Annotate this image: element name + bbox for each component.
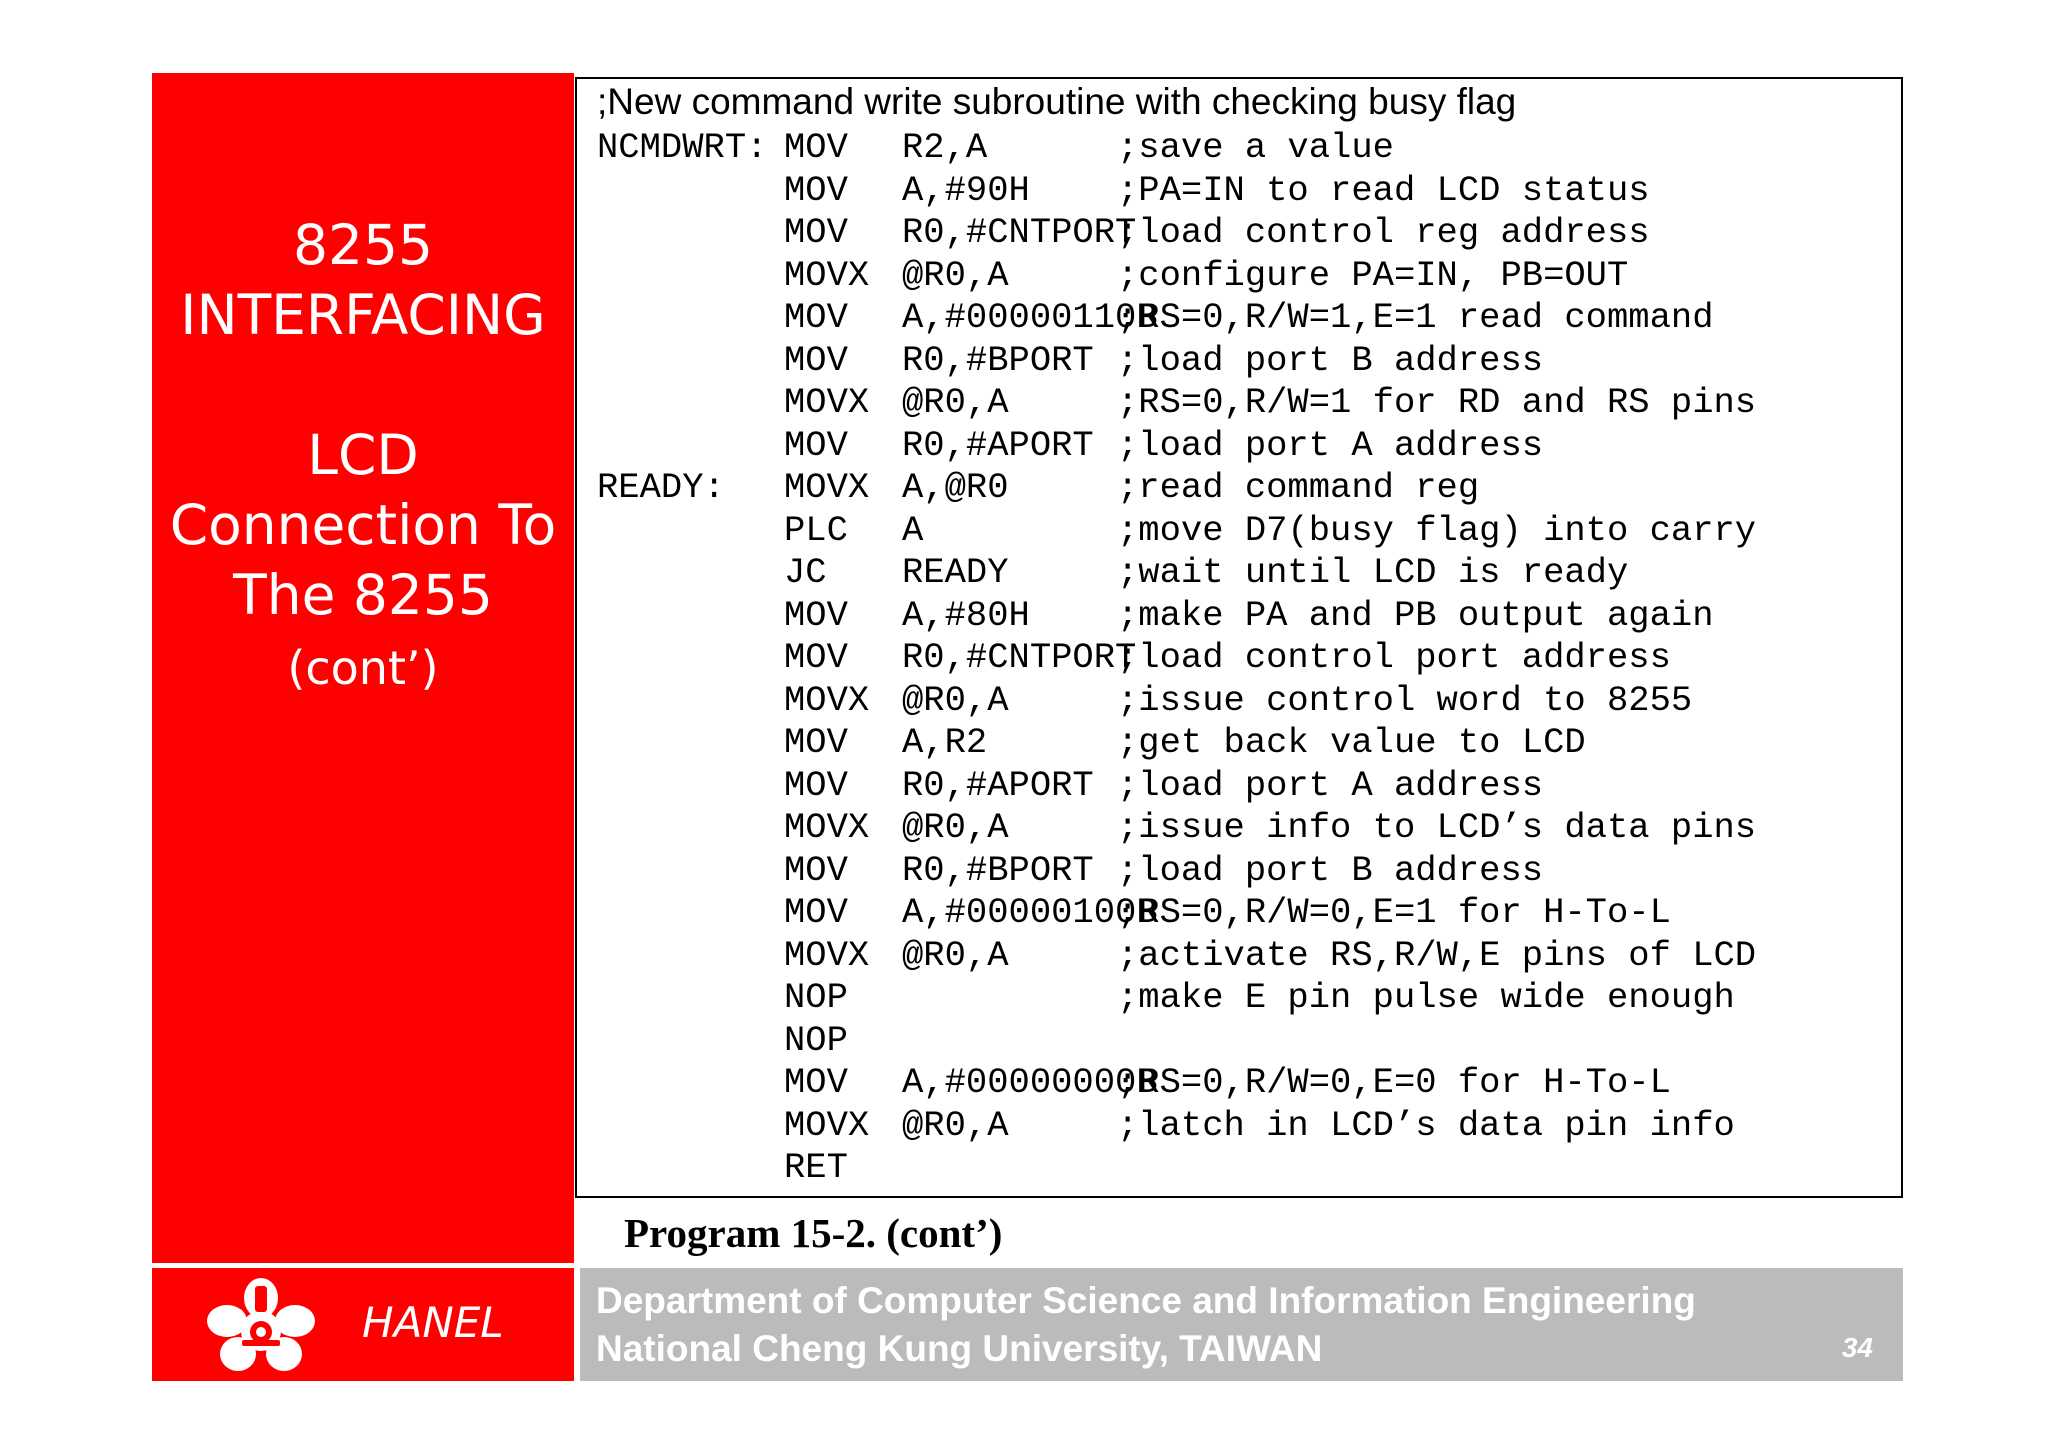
code-comment: ;RS=0,R/W=0,E=0 for H-To-L: [1117, 1062, 1671, 1103]
code-comment: ;move D7(busy flag) into carry: [1117, 509, 1757, 551]
code-comment: ;RS=0,R/W=1,E=1 read command: [1117, 297, 1714, 338]
code-operand: A,#00000100B: [902, 892, 1158, 933]
code-comment: ;load port B address: [1117, 339, 1544, 381]
section-title: [152, 210, 574, 703]
footer-university: National Cheng Kung University, TAIWAN: [596, 1328, 1323, 1369]
code-operand: @R0,A: [902, 254, 1009, 296]
code-operand: R0,#CNTPORT: [902, 212, 1137, 253]
university-emblem-icon: [202, 1276, 320, 1376]
code-opcode: MOVX: [784, 934, 870, 976]
code-opcode: RET: [784, 1147, 848, 1188]
code-opcode: PLC: [784, 509, 848, 551]
code-comment: ;activate RS,R/W,E pins of LCD: [1117, 934, 1757, 976]
code-comment: ;configure PA=IN, PB=OUT: [1117, 254, 1629, 296]
code-comment: ;read command reg: [1117, 467, 1480, 508]
code-operand: R2,A: [902, 127, 988, 168]
code-operand: @R0,A: [902, 807, 1009, 848]
code-comment: ;wait until LCD is ready: [1117, 552, 1629, 593]
code-opcode: JC: [784, 552, 827, 593]
code-opcode: MOV: [784, 637, 848, 678]
code-operand: @R0,A: [902, 679, 1009, 721]
code-operand: @R0,A: [902, 382, 1009, 423]
code-opcode: MOVX: [784, 467, 870, 508]
code-opcode: MOVX: [784, 1104, 870, 1146]
code-operand: @R0,A: [902, 1104, 1009, 1146]
title-line-5: [152, 560, 574, 703]
code-opcode: MOV: [784, 424, 848, 466]
code-comment: ;issue info to LCD’s data pins: [1117, 807, 1757, 848]
title-line-5-main: The 8255: [233, 563, 493, 627]
title-line-2: INTERFACING: [180, 283, 546, 347]
code-operand: @R0,A: [902, 934, 1009, 976]
title-line-4: Connection To: [169, 493, 557, 557]
logo-area: [152, 1268, 574, 1381]
code-comment: ;load control port address: [1117, 637, 1671, 678]
code-opcode: MOV: [784, 127, 848, 168]
code-opcode: MOV: [784, 212, 848, 253]
code-opcode: MOV: [784, 594, 848, 636]
code-comment: ;load port A address: [1117, 764, 1544, 806]
footer-department: Department of Computer Science and Information Engineering: [596, 1280, 1696, 1321]
code-comment: ;latch in LCD’s data pin info: [1117, 1104, 1735, 1146]
footer-bar: [580, 1268, 1903, 1381]
code-operand: A,#80H: [902, 594, 1030, 636]
code-operand: READY: [902, 552, 1009, 593]
code-operand: R0,#BPORT: [902, 339, 1094, 381]
code-opcode: MOV: [784, 849, 848, 891]
code-comment: ;load control reg address: [1117, 212, 1650, 253]
code-opcode: NOP: [784, 1019, 848, 1061]
code-listing: [575, 77, 1903, 1198]
title-line-5-small: (cont’): [287, 641, 439, 695]
code-operand: A,#00000000B: [902, 1062, 1158, 1103]
code-opcode: MOV: [784, 169, 848, 211]
program-caption: Program 15-2. (cont’): [590, 1198, 1060, 1268]
code-comment: ;load port A address: [1117, 424, 1544, 466]
code-operand: A: [902, 509, 924, 551]
code-comment: ;make E pin pulse wide enough: [1117, 977, 1735, 1018]
code-opcode: MOV: [784, 297, 848, 338]
code-opcode: MOVX: [784, 254, 870, 296]
code-operand: A,#00000110B: [902, 297, 1158, 338]
page-number: 34: [1841, 1332, 1873, 1363]
title-line-1: 8255: [293, 213, 433, 277]
code-comment: ;PA=IN to read LCD status: [1117, 169, 1650, 211]
code-operand: R0,#APORT: [902, 764, 1094, 806]
code-opcode: MOV: [784, 722, 848, 763]
code-label: NCMDWRT:: [597, 127, 768, 168]
code-operand: R0,#APORT: [902, 424, 1094, 466]
code-opcode: MOVX: [784, 679, 870, 721]
logo-text: HANEL: [362, 1298, 504, 1347]
code-opcode: MOV: [784, 892, 848, 933]
title-line-3: LCD: [307, 423, 419, 487]
code-label: READY:: [597, 467, 725, 508]
code-comment: ;RS=0,R/W=1 for RD and RS pins: [1117, 382, 1757, 423]
code-operand: A,@R0: [902, 467, 1009, 508]
code-comment: ;make PA and PB output again: [1117, 594, 1714, 636]
code-comment: ;load port B address: [1117, 849, 1544, 891]
code-opcode: MOV: [784, 339, 848, 381]
code-operand: A,#90H: [902, 169, 1030, 211]
code-opcode: MOVX: [784, 807, 870, 848]
code-comment: ;get back value to LCD: [1117, 722, 1586, 763]
code-opcode: MOVX: [784, 382, 870, 423]
code-comment: ;issue control word to 8255: [1117, 679, 1693, 721]
code-heading: ;New command write subroutine with checking busy flag: [597, 81, 1517, 122]
code-opcode: NOP: [784, 977, 848, 1018]
code-comment: ;save a value: [1117, 127, 1394, 168]
code-operand: A,R2: [902, 722, 988, 763]
code-operand: R0,#BPORT: [902, 849, 1094, 891]
code-opcode: MOV: [784, 764, 848, 806]
code-operand: R0,#CNTPORT: [902, 637, 1137, 678]
code-comment: ;RS=0,R/W=0,E=1 for H-To-L: [1117, 892, 1671, 933]
code-opcode: MOV: [784, 1062, 848, 1103]
